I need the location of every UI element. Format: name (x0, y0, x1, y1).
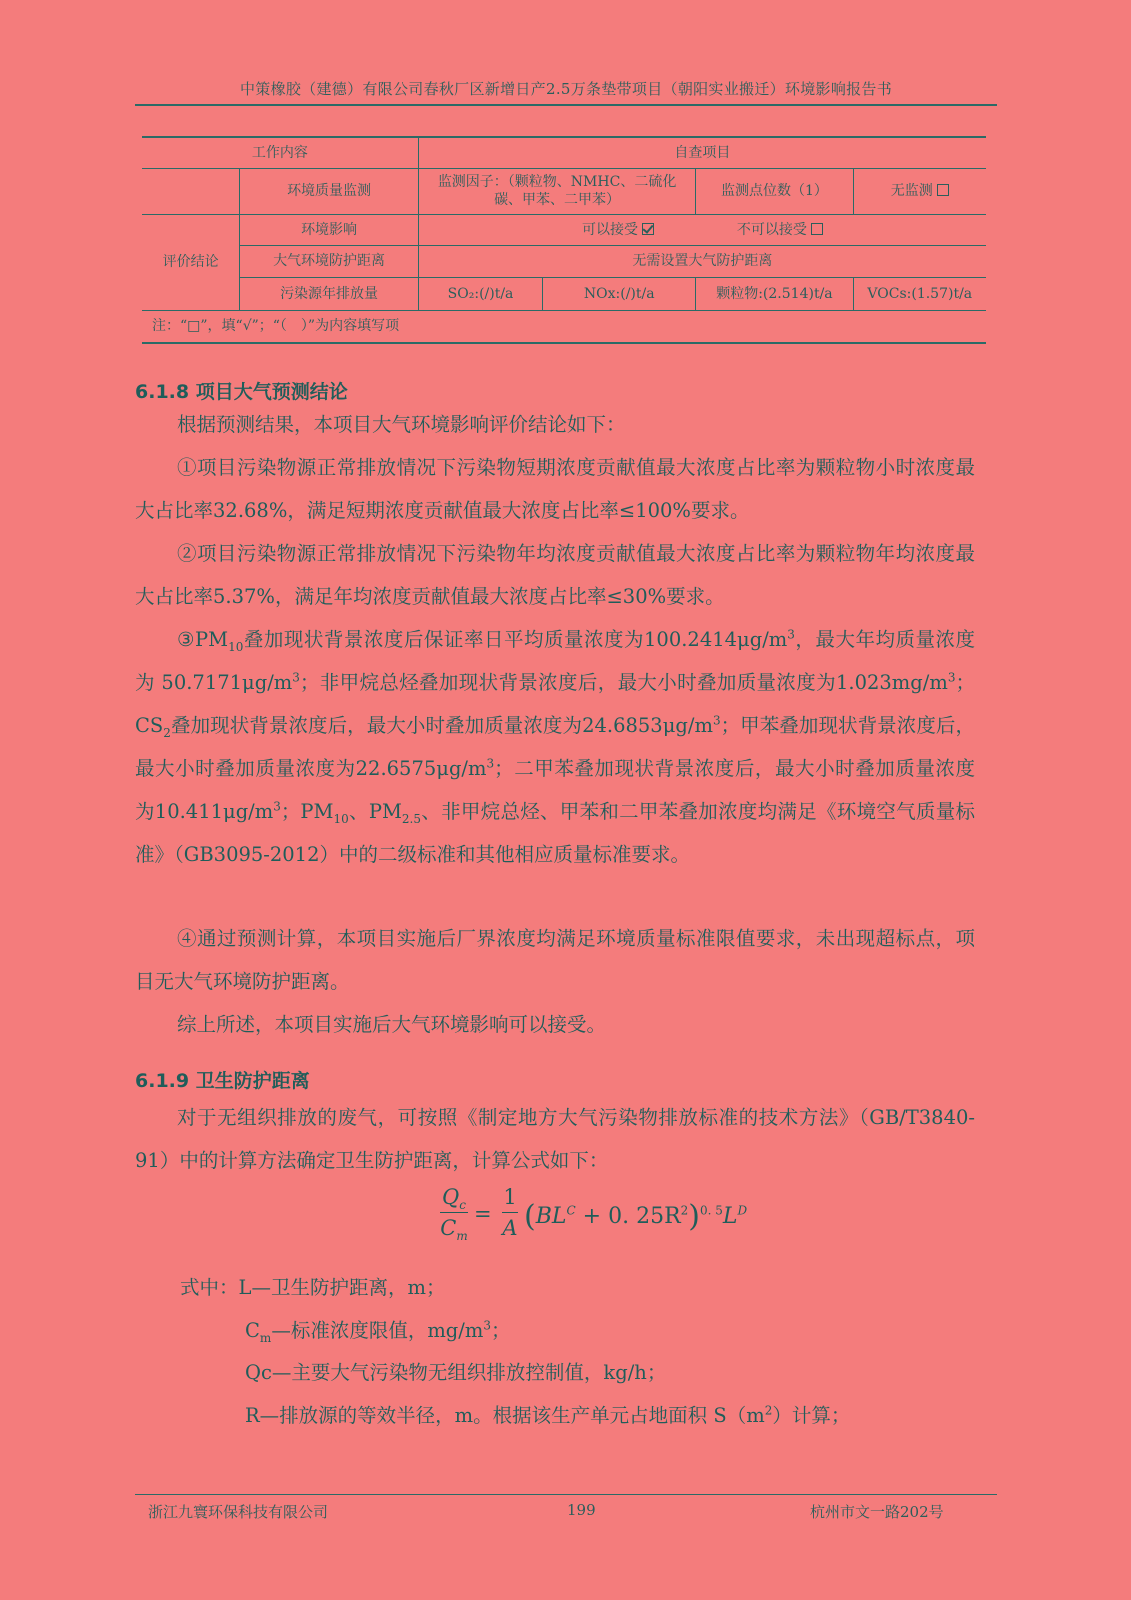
def-qc: Qc—主要大气污染物无组织排放控制值，kg/h； (245, 1361, 667, 1384)
sec618-intro: 根据预测结果，本项目大气环境影响评价结论如下： (177, 413, 626, 436)
footer-company: 浙江九寰环保科技有限公司 (148, 1503, 329, 1521)
acceptable-label: 可以接受 (581, 221, 638, 238)
col-items-header: 自查项目 (418, 137, 986, 168)
unacceptable-label: 不可以接受 (736, 221, 807, 238)
running-header: 中策橡胶（建德）有限公司春秋厂区新增日产2.5万条垫带项目（朝阳实业搬迁）环境影响报告书 (239, 80, 893, 98)
eval-label: 评价结论 (142, 214, 240, 310)
pm-emission: 颗粒物:(2.514)t/a (696, 277, 853, 310)
self-check-table (142, 136, 986, 344)
unacceptable-checkbox (811, 223, 823, 235)
sec618-p1: ①项目污染物源正常排放情况下污染物短期浓度贡献值最大浓度占比率为颗粒物小时浓度最大占比率32.68%，满足短期浓度贡献值最大浓度占比率≤100%要求。 (135, 456, 975, 522)
no-monitor-cell (853, 168, 986, 214)
header-rule (135, 104, 997, 106)
acceptable-checkbox (642, 223, 654, 235)
env-monitor-label: 环境质量监测 (240, 168, 419, 214)
monitor-points: 监测点位数（1） (696, 168, 853, 214)
def-r: R—排放源的等效半径，m。根据该生产单元占地面积 $S(m^2)$计算； (245, 1403, 851, 1427)
empty-cell (142, 168, 240, 214)
env-impact-options (418, 214, 986, 245)
env-impact-label: 环境影响 (240, 214, 419, 245)
emission-label: 污染源年排放量 (240, 277, 419, 310)
table-note: 注：“□”，填“√”；“（ ）”为内容填写项 (142, 310, 986, 343)
sec619-p1: 对于无组织排放的废气，可按照《制定地方大气污染物排放标准的技术方法》（GB/T3840-91）中的计算方法确定卫生防护距离，计算公式如下： (135, 1106, 975, 1172)
so2-emission: SO₂:(/)t/a (418, 277, 542, 310)
sec618-p4: ④通过预测计算，本项目实施后厂界浓度均满足环境质量标准限值要求，未出现超标点，项目无大气环境防护距离。 (135, 927, 975, 993)
nox-emission: NOx:(/)t/a (543, 277, 696, 310)
section-title-619: 6.1.9 卫生防护距离 (135, 1070, 310, 1092)
protection-distance-formula: $Q_c$ $C_m$ = 1 A ($BL^C + 0$. $25R^2)^{0. 5}L^D$ (440, 1185, 748, 1244)
defs-lead-l: 式中：L—卫生防护距离，m； (180, 1276, 446, 1299)
col-work-header: 工作内容 (142, 137, 418, 168)
def-cm: $C_m—$标准浓度限值，$mg/m^3$； (245, 1318, 511, 1345)
footer-address: 杭州市文一路202号 (810, 1503, 944, 1521)
sec618-p3: $③PM_{10}$叠加现状背景浓度后保证率日平均质量浓度为$100.2414\mu g/m^3$，最大年均质量浓度为 $50.7171\mu g/m^3$；非甲烷总烃叠加现状背景浓度后，最大小时叠加质量浓度为$1.023mg/m^3$；$CS_2$叠加现状背景浓度后，最大小时叠加质量浓度为$24.6853\mu g/m^3$；甲苯叠加现状背景浓度后，最大小时叠加质量浓度为$22.6575\mu g/m^3$；二甲苯叠加现状背景浓度后，最大小时叠加质量浓度为$10.411\mu g/m^3$；$PM_{10}$、$PM_{2.5}$、非甲烷总烃、甲苯和二甲苯叠加浓度均满足《环境空气质量标准》（GB3095-2012）中的二级标准和其他相应质量标准要求。 (135, 627, 975, 866)
vocs-emission: VOCs:(1.57)t/a (853, 277, 986, 310)
footer-rule (135, 1494, 997, 1495)
no-monitor-checkbox (937, 184, 949, 196)
distance-value: 无需设置大气防护距离 (418, 245, 986, 277)
distance-label: 大气环境防护距离 (240, 245, 419, 277)
monitor-factors: 监测因子：（颗粒物、NMHC、二硫化碳、甲苯、二甲苯） (418, 168, 695, 214)
sec618-p2: ②项目污染物源正常排放情况下污染物年均浓度贡献值最大浓度占比率为颗粒物年均浓度最大占比率5.37%，满足年均浓度贡献值最大浓度占比率≤30%要求。 (135, 542, 975, 608)
no-monitor-label: 无监测 (890, 183, 933, 199)
section-title-618: 6.1.8 项目大气预测结论 (135, 381, 348, 403)
page-number: 199 (567, 1501, 596, 1519)
sec618-p5: 综上所述，本项目实施后大气环境影响可以接受。 (177, 1013, 607, 1036)
